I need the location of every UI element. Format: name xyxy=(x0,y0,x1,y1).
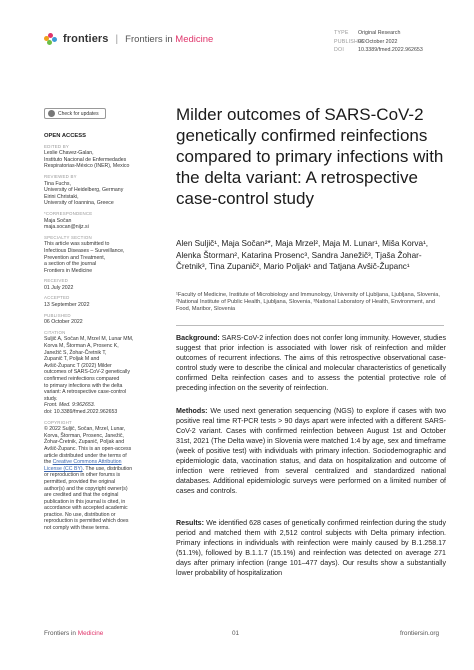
open-access-label: OPEN ACCESS xyxy=(44,133,86,139)
header-separator: | xyxy=(115,33,119,45)
published-label: PUBLISHED xyxy=(44,312,71,318)
meta-type: TYPE Original Research xyxy=(334,30,401,36)
article-title: Milder outcomes of SARS-CoV-2 genetically confirmed reinfections compared to primary infections with the delta variant: A retrospective case-control study xyxy=(176,105,444,208)
frontiers-logo-icon xyxy=(44,33,58,45)
affiliations: ¹Faculty of Medicine, Institute of Microbiology and Immunology, University of Ljubljana, Ljubljana, Slovenia, ²National Institute of Public Health, Ljubljana, Slovenia, ³National Laboratory of Health, Environment, and Food, Maribor, Slovenia xyxy=(176,292,440,313)
article-meta xyxy=(334,29,423,55)
citation-doi[interactable]: doi: 10.3389/fmed.2022.962653 xyxy=(44,408,118,415)
divider xyxy=(176,325,444,326)
footer-journal: Frontiers in Medicine xyxy=(44,630,104,637)
abstract-methods: Methods: We used next generation sequencing (NGS) to explore if cases with two positive real time RT-PCR tests > 90 days apart were infected with a different SARS-CoV-2 variant. Cases with confirmed reinfection between August 1st and October 31st, 2021 (The Delta wave) in Slovenia were matched 1:4 by age, sex and timeframe (week of positive test) with individuals with primary infection. Sociodemographic and epidemiologic data, vaccination status, and data on hospitalization and outcome of infection were retrieved from several centralized and standardized national databases. Additional epidemiologic surveys were performed on a limited number of cases and controls. xyxy=(176,407,446,495)
sidebar xyxy=(44,133,144,532)
specialty-label: SPECIALTY SECTION xyxy=(44,234,92,240)
abstract-background: Background: SARS-CoV-2 infection does not confer long immunity. However, studies suggest that prior infection is associated with lower risk of reinfection and milder outcomes of recurrent infections. The aims of this retrospective observational case-control study were to describe the clinical and molecular characteristics of genetically confirmed Delta reinfection cases and to assess the potential protective role of preceding infection on the severity of reinfection. xyxy=(176,334,446,392)
copyright-text: © 2022 Suljič, Sočan, Mrzel, Lunar, Korva, Štorman, Prosenc, Janežič, Žohar-Čretnik, Zupanič, Poljak and Avšič-Županc. This is an open-access article distributed under the terms of the Creative Commons Attribution License (CC BY). The use, distribution or reproduction in other forums is permitted, provided the original author(s) and the copyright owner(s) are credited and that the original publication in this journal is cited, in accordance with accepted academic practice. No use, distribution or reproduction is permitted which does not comply with these terms. xyxy=(44,426,133,532)
check-updates-label: Check for updates xyxy=(58,110,99,117)
accepted-label: ACCEPTED xyxy=(44,295,70,301)
published-date: 06 October 2022 xyxy=(44,319,83,326)
accepted-date: 13 September 2022 xyxy=(44,302,90,309)
received-date: 01 July 2022 xyxy=(44,284,74,291)
copyright-label: COPYRIGHT xyxy=(44,419,72,425)
reviewed-by-label: REVIEWED BY xyxy=(44,173,77,179)
citation-label: CITATION xyxy=(44,329,66,335)
citation: Suljič A, Sočan M, Mrzel M, Lunar MM, Korva M, Štorman A, Prosenc K, Janežič S, Žohar-Čretnik T, Zupanič T, Poljak M and Avšič-Županc T (2022) Milder outcomes of SARS-CoV-2 genetically confirmed reinfections compared to primary infections with the delta variant: A retrospective case-control study. xyxy=(44,336,134,402)
author-list: Alen Suljič¹, Maja Sočan²*, Maja Mrzel², Maja M. Lunar¹, Miša Korva¹, Alenka Štorman², Katarina Prosenc³, Sandra Janežič³, Tjaša Žohar-Čretnik³, Tina Zupanič², Mario Poljak¹ and Tatjana Avšič-Županc¹ xyxy=(176,239,429,271)
license-link[interactable]: Creative Commons Attribution License (CC BY) xyxy=(44,459,122,472)
header-logo[interactable] xyxy=(44,33,213,45)
specialty-section: This article was submitted to Infectious Diseases – Surveillance, Prevention and Treatment, a section of the journal Frontiers in Medicine xyxy=(44,241,125,274)
meta-doi: DOI 10.3389/fmed.2022.962653 xyxy=(334,47,423,54)
received-label: RECEIVED xyxy=(44,278,69,284)
reviewed-by: Tina Fuchs, University of Heidelberg, Germany Eirini Christaki, University of Ioannina, Greece xyxy=(44,180,124,207)
citation-journal: Front. Med. 9:962653. xyxy=(44,402,96,409)
correspondence[interactable]: Maja Sočan maja.socan@nijz.si xyxy=(44,217,89,231)
edited-by: Leslie Chavez-Galan, Instituto Nacional de Enfermedades Respiratorias-México (INER), Mexico xyxy=(44,150,130,170)
check-for-updates-button[interactable] xyxy=(44,108,106,119)
footer-url[interactable]: frontiersin.org xyxy=(400,630,440,637)
page-number: 01 xyxy=(232,630,240,637)
update-icon xyxy=(48,110,55,117)
abstract-results: Results: We identified 628 cases of genetically confirmed reinfection during the study period and matched them with 2,512 control subjects with Delta primary infection. Primary infections in individuals with reinfection were mainly caused by B.1.258.17 (51.1%), followed by B.1.1.7 (15.1%) and reinfection was detected on average 271 days after primary infection (range 101–477 days). Our results show a substantially lower probability of hospitalization xyxy=(176,519,446,577)
journal-name: Frontiers in Medicine xyxy=(125,33,214,45)
meta-published: PUBLISHED06 October 2022 xyxy=(334,38,398,45)
correspondence-label: *CORRESPONDENCE xyxy=(44,210,93,216)
edited-by-label: EDITED BY xyxy=(44,143,69,149)
brand-name: frontiers xyxy=(63,33,109,45)
